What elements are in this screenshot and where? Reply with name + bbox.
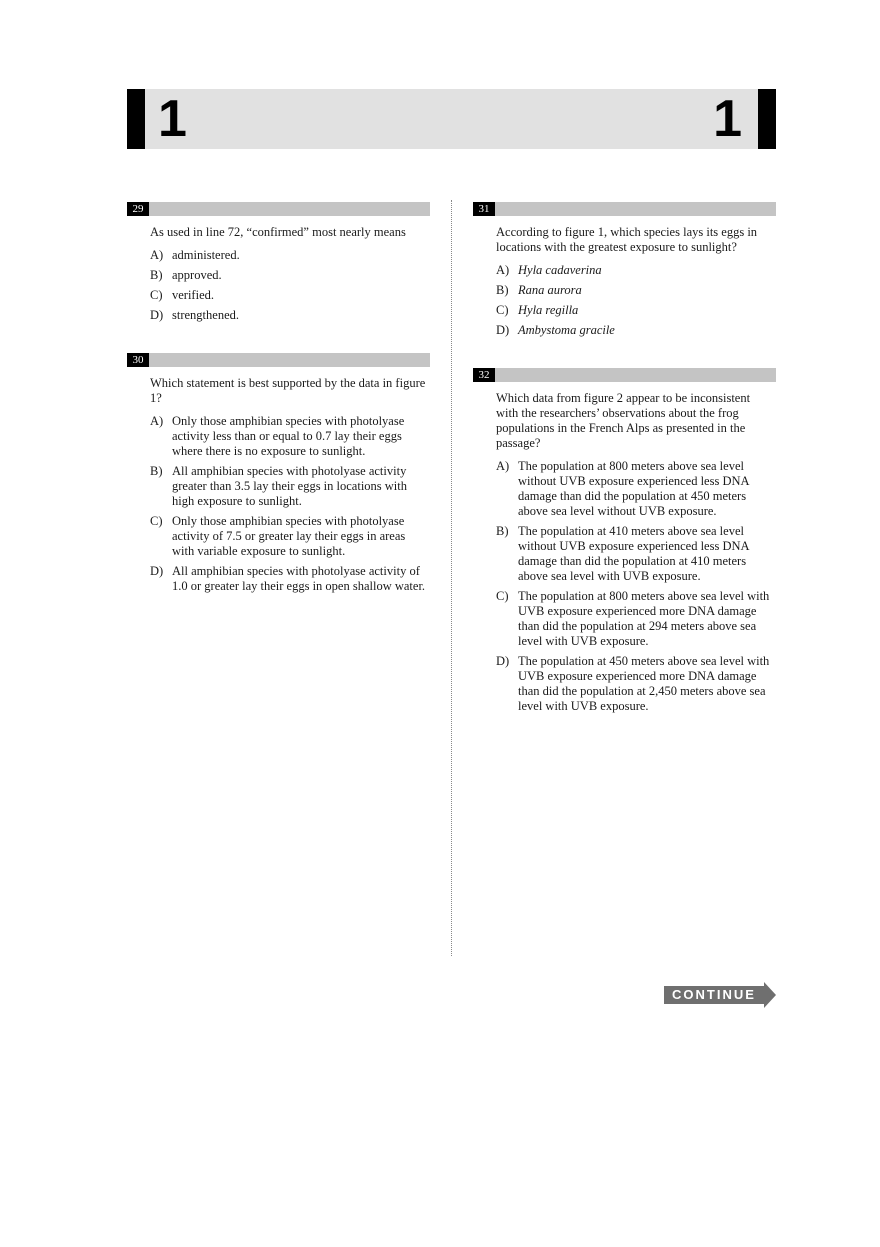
section-number-left: 1: [158, 90, 187, 148]
choice-letter: D): [150, 308, 164, 322]
column-divider: [451, 200, 452, 956]
choice-c[interactable]: [150, 514, 428, 559]
choice-text: Only those amphibian species with photolyase activity less than or equal to 0.7 lay their eggs where there is no exposure to sunlight.: [172, 414, 405, 458]
question-32: [473, 368, 776, 719]
choice-letter: A): [496, 459, 510, 473]
question-number: 32: [473, 368, 495, 382]
continue-button[interactable]: [664, 982, 776, 1008]
choice-letter: B): [150, 464, 163, 478]
choice-text: Hyla cadaverina: [518, 263, 602, 277]
choice-letter: B): [496, 283, 509, 297]
answer-choices: [496, 263, 774, 338]
answer-choices: [150, 248, 428, 323]
choice-d[interactable]: [150, 308, 428, 323]
choice-b[interactable]: [150, 268, 428, 283]
choice-b[interactable]: [496, 524, 774, 584]
choice-letter: A): [496, 263, 510, 277]
continue-label: CONTINUE: [672, 987, 756, 1002]
choice-letter: C): [496, 303, 509, 317]
choice-text: All amphibian species with photolyase activity greater than 3.5 lay their eggs in locations with high exposure to sunlight.: [172, 464, 408, 508]
choice-text: Ambystoma gracile: [518, 323, 615, 337]
choice-a[interactable]: [496, 459, 774, 519]
choice-letter: A): [150, 248, 164, 262]
choice-text: Rana aurora: [518, 283, 582, 297]
answer-choices: [150, 414, 428, 594]
choice-a[interactable]: [496, 263, 774, 278]
section-number-right: 1: [713, 90, 742, 148]
choice-letter: C): [150, 514, 163, 528]
question-31: [473, 202, 776, 343]
question-header-bar: [473, 368, 776, 382]
choice-c[interactable]: [496, 303, 774, 318]
choice-text: approved.: [172, 268, 222, 282]
choice-text: verified.: [172, 288, 214, 302]
choice-c[interactable]: [150, 288, 428, 303]
question-number: 31: [473, 202, 495, 216]
question-30: [127, 353, 430, 599]
section-header: [127, 89, 776, 149]
question-header-bar: [473, 202, 776, 216]
choice-d[interactable]: [150, 564, 428, 594]
choice-letter: C): [150, 288, 163, 302]
header-left-bar: [127, 89, 145, 149]
choice-a[interactable]: [150, 248, 428, 263]
choice-text: The population at 800 meters above sea level without UVB exposure experienced less DNA damage than did the population at 450 meters above sea level without UVB exposure.: [518, 459, 749, 518]
choice-text: Hyla regilla: [518, 303, 579, 317]
choice-letter: C): [496, 589, 509, 603]
choice-letter: B): [150, 268, 163, 282]
question-number: 30: [127, 353, 149, 367]
choice-a[interactable]: [150, 414, 428, 459]
question-number: 29: [127, 202, 149, 216]
choice-d[interactable]: [496, 323, 774, 338]
question-stem: According to figure 1, which species lays its eggs in locations with the greatest exposure to sunlight?: [496, 225, 758, 254]
choice-text: The population at 800 meters above sea level with UVB exposure experienced more DNA damage than did the population at 294 meters above sea level with UVB exposure.: [518, 589, 770, 648]
question-header-bar: [127, 202, 430, 216]
question-29: [127, 202, 430, 328]
choice-letter: D): [496, 654, 510, 668]
choice-letter: D): [150, 564, 164, 578]
question-header-bar: [127, 353, 430, 367]
choice-c[interactable]: [496, 589, 774, 649]
choice-text: strengthened.: [172, 308, 239, 322]
choice-letter: A): [150, 414, 164, 428]
question-stem: As used in line 72, “confirmed” most nearly means: [150, 225, 406, 239]
choice-text: The population at 450 meters above sea level with UVB exposure experienced more DNA damage than did the population at 2,450 meters above sea level with UVB exposure.: [518, 654, 770, 713]
question-stem: Which statement is best supported by the data in figure 1?: [150, 376, 426, 405]
header-right-bar: [758, 89, 776, 149]
choice-text: Only those amphibian species with photolyase activity of 7.5 or greater lay their eggs in areas with variable exposure to sunlight.: [172, 514, 406, 558]
choice-text: All amphibian species with photolyase activity of 1.0 or greater lay their eggs in open shallow water.: [172, 564, 426, 593]
choice-d[interactable]: [496, 654, 774, 714]
choice-text: The population at 410 meters above sea level without UVB exposure experienced less DNA damage than did the population at 410 meters above sea level with UVB exposure.: [518, 524, 749, 583]
choice-letter: D): [496, 323, 510, 337]
choice-b[interactable]: [150, 464, 428, 509]
choice-text: administered.: [172, 248, 240, 262]
choice-b[interactable]: [496, 283, 774, 298]
answer-choices: [496, 459, 774, 714]
question-stem: Which data from figure 2 appear to be inconsistent with the researchers’ observations about the frog populations in the French Alps as presented in the passage?: [496, 391, 751, 450]
choice-letter: B): [496, 524, 509, 538]
